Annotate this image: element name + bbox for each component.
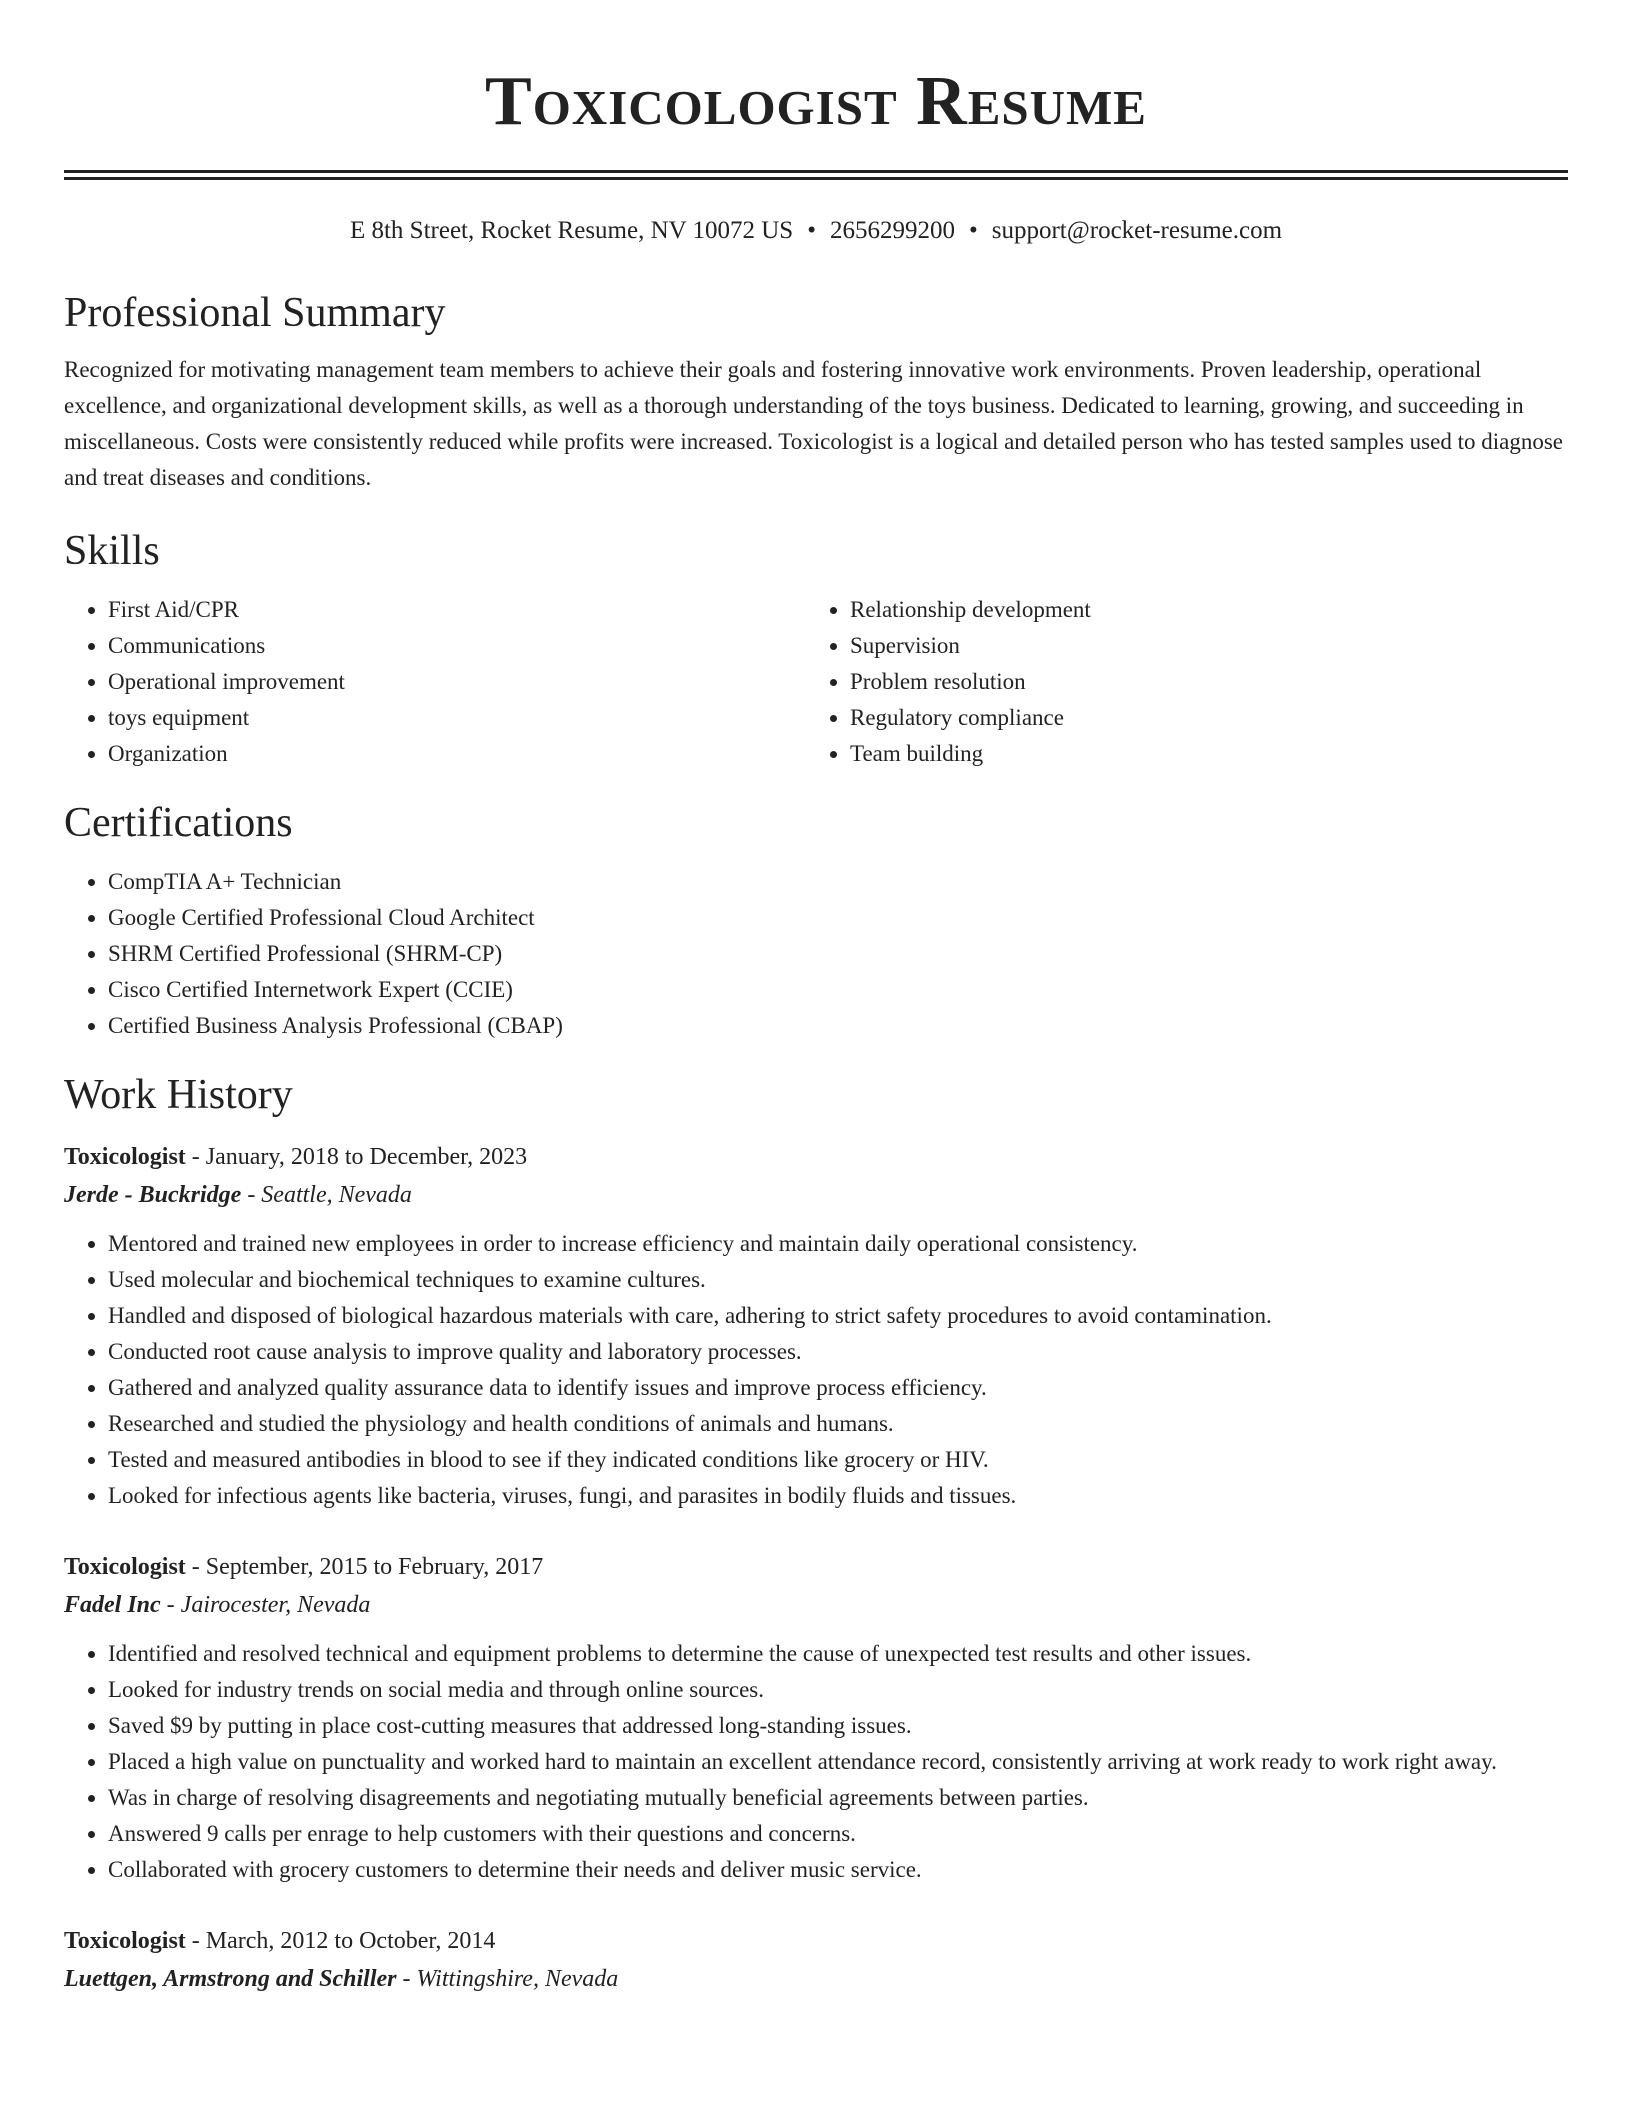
job-location: - Seattle, Nevada (241, 1182, 412, 1208)
job-role: Toxicologist (64, 1928, 186, 1954)
job-title-line (64, 1138, 1568, 1176)
skill-item: • Regulatory compliance (850, 700, 1548, 736)
job-dates: - September, 2015 to February, 2017 (185, 1554, 544, 1580)
skill-item: • First Aid/CPR (108, 592, 806, 628)
contact-separator: • (968, 217, 978, 244)
skills-column-right (806, 592, 1548, 772)
contact-address: E 8th Street, Rocket Resume, NV 10072 US (349, 217, 794, 244)
job-company: Luettgen, Armstrong and Schiller (64, 1966, 397, 1992)
resume-title: Toxicologist Resume (485, 63, 1147, 140)
job-company-line (64, 1586, 1568, 1624)
job-bullet: • Tested and measured antibodies in blood to see if they indicated conditions like grocery or HIV. (108, 1442, 1568, 1478)
job-bullet: • Identified and resolved technical and equipment problems to determine the cause of unexpected test results and other issues. (108, 1636, 1568, 1672)
job-bullet: • Looked for infectious agents like bacteria, viruses, fungi, and parasites in bodily fluids and tissues. (108, 1478, 1568, 1514)
title-divider (64, 170, 1568, 180)
contact-email: support@rocket-resume.com (991, 217, 1283, 244)
job-title-line (64, 1548, 1568, 1586)
job-bullet: • Collaborated with grocery customers to determine their needs and deliver music service. (108, 1852, 1568, 1888)
job-bullet: • Researched and studied the physiology and health conditions of animals and humans. (108, 1406, 1568, 1442)
contact-phone: 2656299200 (829, 217, 955, 244)
job-dates: - January, 2018 to December, 2023 (185, 1144, 528, 1170)
skill-item: • Team building (850, 736, 1548, 772)
job-bullet: • Conducted root cause analysis to improve quality and laboratory processes. (108, 1334, 1568, 1370)
job-bullet: • Answered 9 calls per enrage to help customers with their questions and concerns. (108, 1816, 1568, 1852)
job-dates: - March, 2012 to October, 2014 (185, 1928, 496, 1954)
job-location: - Jairocester, Nevada (160, 1592, 371, 1618)
job-bullet: • Saved $9 by putting in place cost-cutting measures that addressed long-standing issues. (108, 1708, 1568, 1744)
job-role: Toxicologist (64, 1144, 186, 1170)
skills-heading: Skills (64, 528, 160, 574)
job-bullets (64, 1636, 1568, 1888)
skill-item: • Operational improvement (108, 664, 806, 700)
job-bullet: • Handled and disposed of biological hazardous materials with care, adhering to strict safety procedures to avoid contamination. (108, 1298, 1568, 1334)
job-entry (64, 1922, 1568, 1998)
job-role: Toxicologist (64, 1554, 186, 1580)
certifications-heading: Certifications (64, 800, 293, 846)
job-location: - Wittingshire, Nevada (396, 1966, 619, 1992)
certification-item: • CompTIA A+ Technician (108, 864, 1568, 900)
work-history-heading: Work History (64, 1072, 293, 1118)
skills-column-left (64, 592, 806, 772)
contact-separator: • (807, 217, 816, 244)
job-company: Jerde - Buckridge (64, 1182, 242, 1208)
skill-item: • Problem resolution (850, 664, 1548, 700)
job-entry (64, 1548, 1568, 1888)
summary-heading: Professional Summary (64, 290, 446, 336)
skill-item: • Relationship development (850, 592, 1548, 628)
job-bullet: • Looked for industry trends on social media and through online sources. (108, 1672, 1568, 1708)
job-bullet: • Gathered and analyzed quality assurance data to identify issues and improve process efficiency. (108, 1370, 1568, 1406)
certification-item: • SHRM Certified Professional (SHRM-CP) (108, 936, 1568, 972)
skill-item: • Communications (108, 628, 806, 664)
job-bullet: • Placed a high value on punctuality and worked hard to maintain an excellent attendance record, consistently arriving at work ready to work right away. (108, 1744, 1568, 1780)
job-bullets (64, 1226, 1568, 1514)
certifications-list (64, 864, 1568, 1044)
skill-item: • Organization (108, 736, 806, 772)
job-company-line (64, 1176, 1568, 1214)
job-company: Fadel Inc (64, 1592, 161, 1618)
certification-item: • Cisco Certified Internetwork Expert (CCIE) (108, 972, 1568, 1008)
job-company-line (64, 1960, 1568, 1998)
summary-text: Recognized for motivating management team members to achieve their goals and fostering innovative work environments. Proven leadership, operational excellence, and organizational development skills, as well as a thorough understanding of the toys business. Dedicated to learning, growing, and succeeding in miscellaneous. Costs were consistently reduced while profits were increased. Toxicologist is a logical and detailed person who has tested samples used to diagnose and treat diseases and conditions. (64, 357, 1563, 490)
contact-line (64, 216, 1568, 246)
skill-item: • toys equipment (108, 700, 806, 736)
job-bullet: • Mentored and trained new employees in order to increase efficiency and maintain daily operational consistency. (108, 1226, 1568, 1262)
certification-item: • Google Certified Professional Cloud Architect (108, 900, 1568, 936)
job-entry (64, 1138, 1568, 1514)
job-bullet: • Was in charge of resolving disagreements and negotiating mutually beneficial agreements between parties. (108, 1780, 1568, 1816)
job-bullet: • Used molecular and biochemical techniques to examine cultures. (108, 1262, 1568, 1298)
certification-item: • Certified Business Analysis Professional (CBAP) (108, 1008, 1568, 1044)
job-title-line (64, 1922, 1568, 1960)
skill-item: • Supervision (850, 628, 1548, 664)
skills-list (64, 592, 1568, 772)
